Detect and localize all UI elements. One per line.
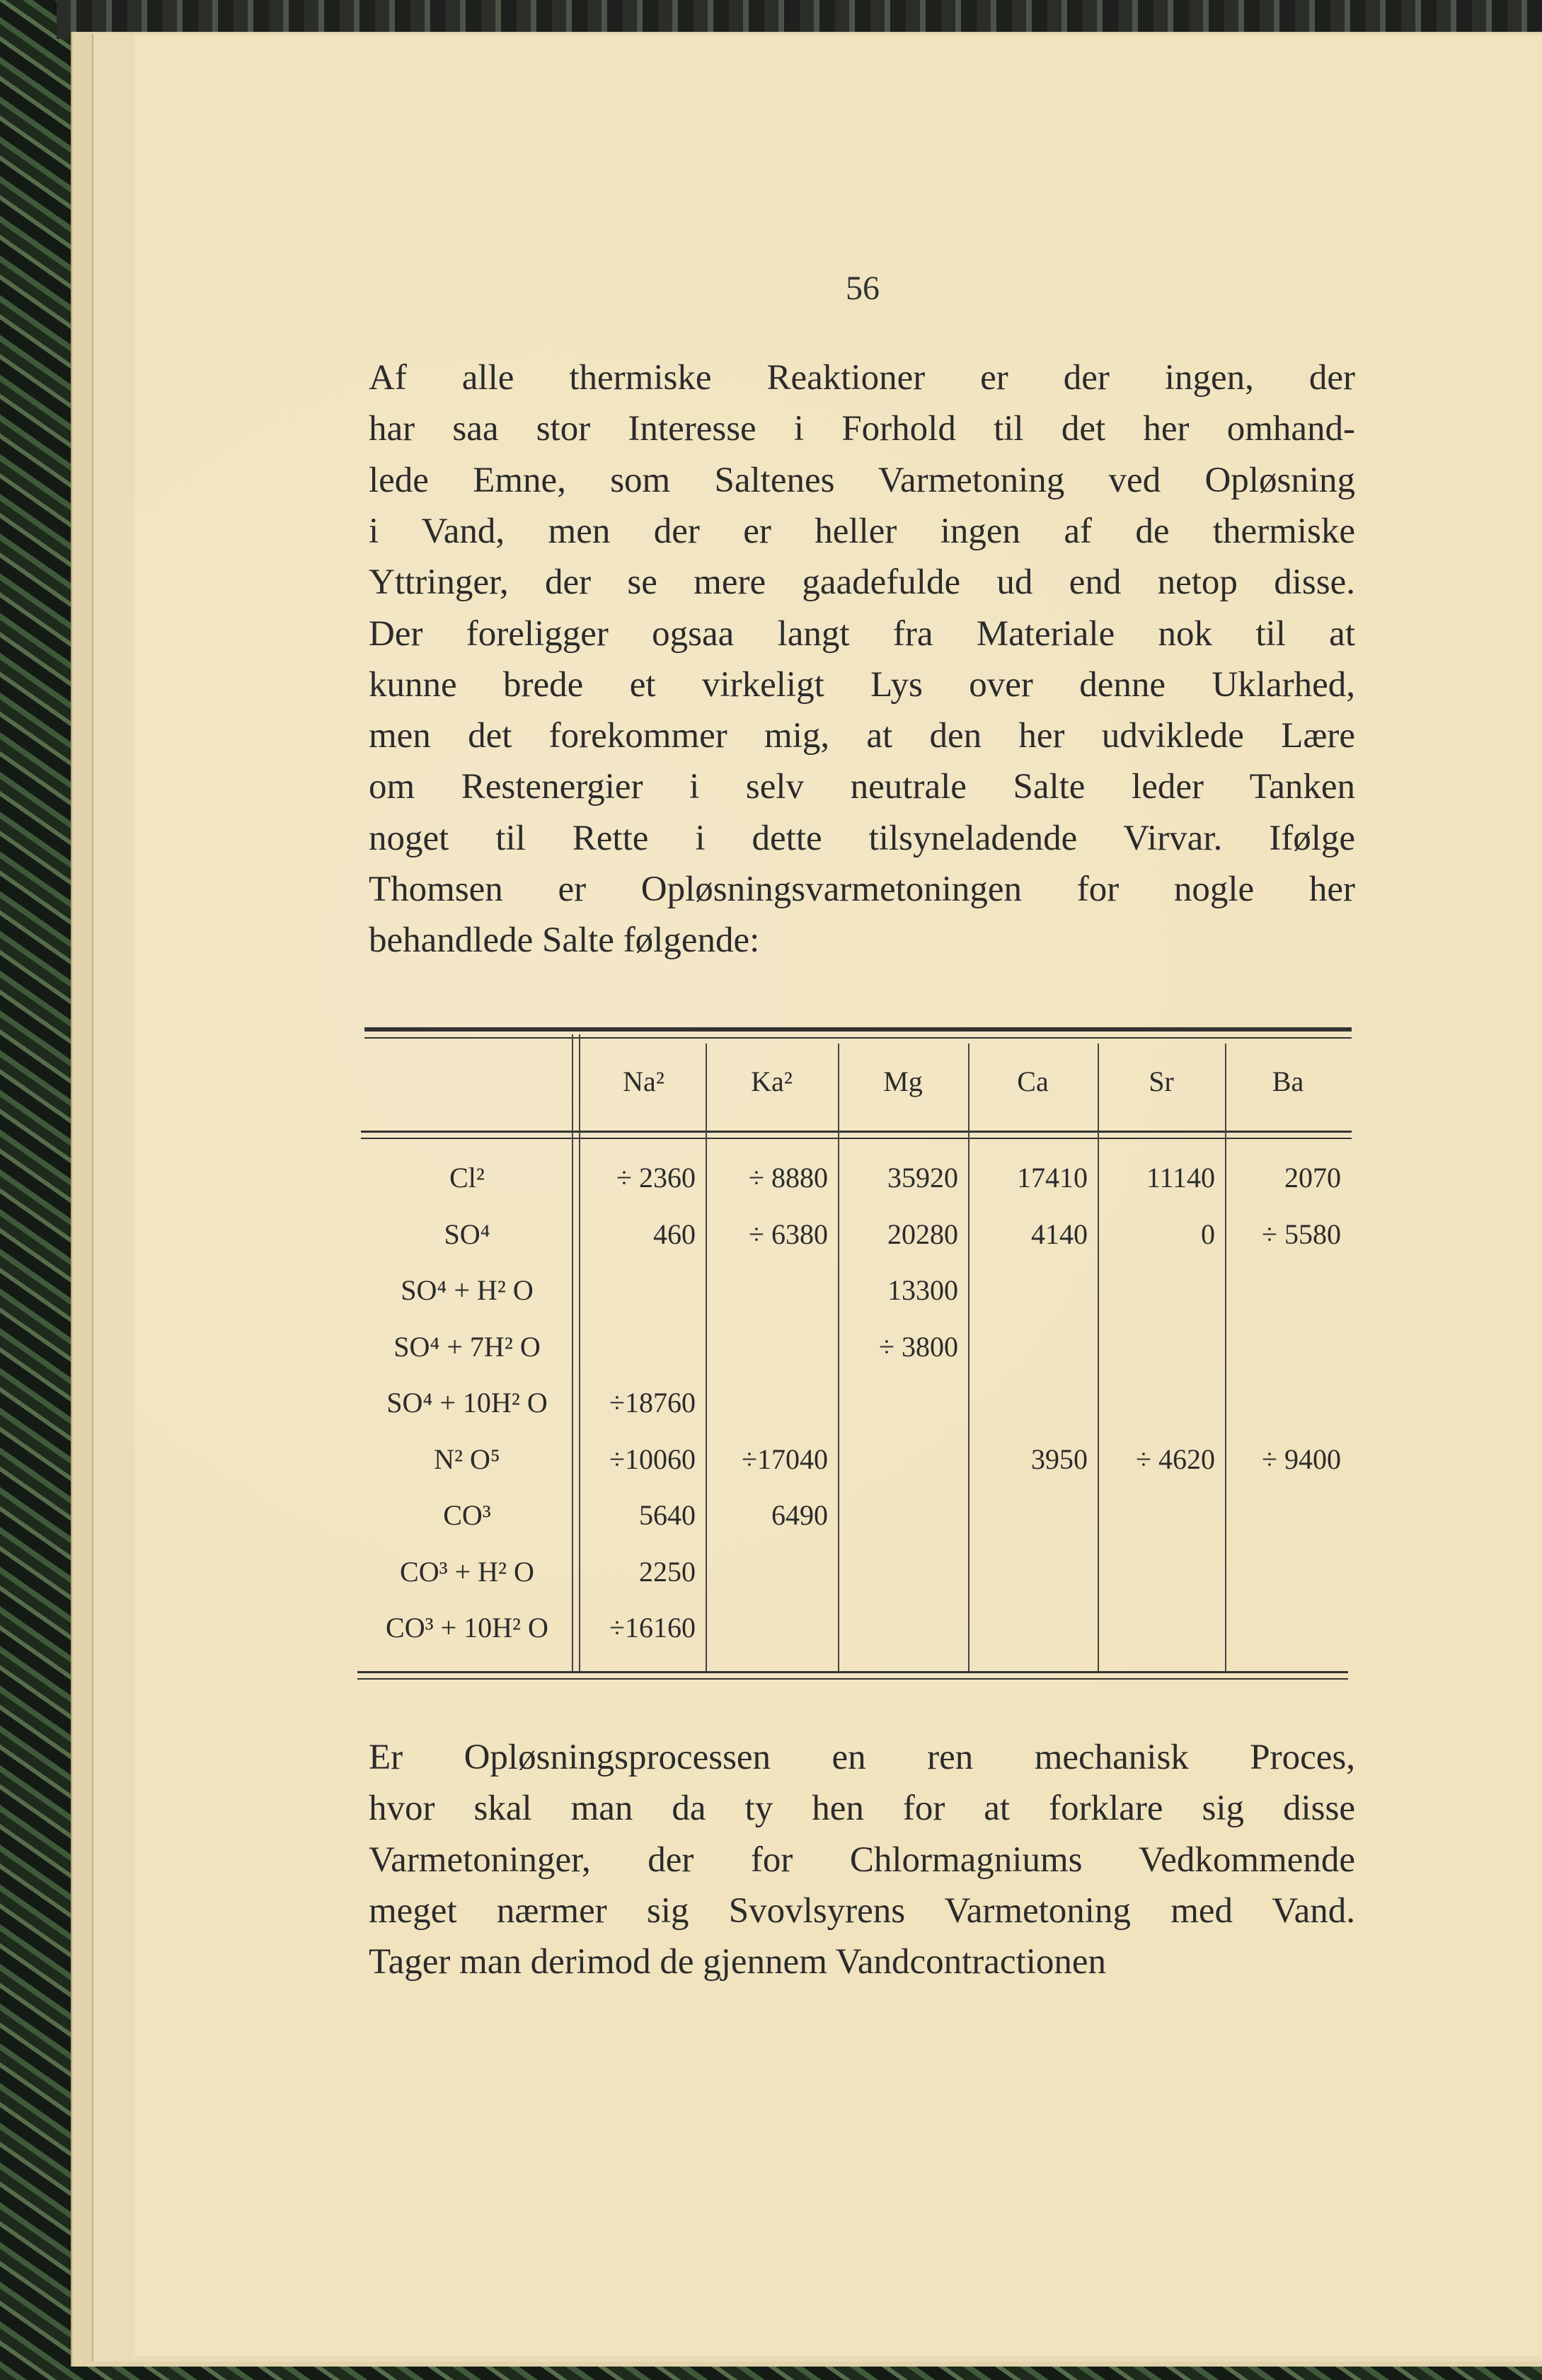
table-cell: ÷ 3800	[879, 1330, 958, 1363]
text-line: om Restenergier i selv neutrale Salte leder Tanken	[369, 767, 1355, 807]
table-cell: ÷ 5580	[1262, 1218, 1341, 1250]
table-cell	[1098, 1544, 1215, 1600]
table-cell	[838, 1487, 958, 1544]
table-cell	[968, 1487, 1088, 1544]
table-cell	[1098, 1600, 1215, 1656]
table-cell	[706, 1262, 828, 1319]
text-line: behandlede Salte følgende:	[369, 920, 760, 961]
column-divider	[579, 1034, 580, 1671]
table-cell: 0	[1201, 1218, 1215, 1250]
text-line: Varmetoninger, der for Chlormagniums Vedkommende	[369, 1839, 1355, 1880]
table-cell: ÷ 8880	[749, 1162, 828, 1194]
table-cell	[968, 1544, 1088, 1600]
table-cell	[1225, 1375, 1341, 1431]
table-cell	[1225, 1262, 1341, 1319]
table-cell	[1098, 1487, 1215, 1544]
text-line: meget nærmer sig Svovlsyrens Varmetoning med Vand.	[369, 1890, 1355, 1931]
row-label: SO⁴ + 10H² O	[386, 1387, 548, 1419]
table-cell: 2070	[1284, 1162, 1341, 1194]
table-cell	[838, 1431, 958, 1488]
text-line: hvor skal man da ty hen for at forklare sig disse	[369, 1789, 1355, 1829]
table-cell	[706, 1544, 828, 1600]
column-header: Na²	[623, 1065, 664, 1097]
table-cell	[1225, 1319, 1341, 1375]
text-line: Er Opløsningsprocessen en ren mechanisk Proces,	[369, 1738, 1355, 1777]
table-cell	[706, 1375, 828, 1431]
table-cell: ÷10060	[609, 1443, 696, 1475]
column-header: Sr	[1149, 1065, 1174, 1097]
table-cell: ÷ 9400	[1262, 1443, 1341, 1475]
text-line: men det forekommer mig, at den her udviklede Lære	[369, 716, 1355, 756]
table-cell: 6490	[771, 1499, 828, 1531]
table-cell: ÷ 6380	[749, 1218, 828, 1250]
table-cell	[1225, 1487, 1341, 1544]
table-cell	[968, 1262, 1088, 1319]
text-line: Der foreligger ogsaa langt fra Materiale nok til at	[369, 613, 1355, 654]
table-cell: 35920	[887, 1162, 958, 1194]
text-line: Af alle thermiske Reaktioner er der ingen, der	[369, 358, 1355, 398]
text-line: Thomsen er Opløsningsvarmetoningen for nogle her	[369, 870, 1355, 909]
header-rule	[361, 1131, 1352, 1133]
table-cell	[706, 1319, 828, 1375]
column-header: Ca	[1017, 1065, 1049, 1097]
row-label: CO³ + H² O	[400, 1555, 534, 1588]
table-top-rule-thin	[364, 1037, 1352, 1039]
column-header: Ka²	[751, 1065, 793, 1097]
table-cell	[706, 1600, 828, 1656]
table-cell: ÷ 4620	[1136, 1443, 1215, 1475]
text-line: har saa stor Interesse i Forhold til det her omhand-	[369, 409, 1355, 449]
text-line: Tager man derimod de gjennem Vandcontractionen	[369, 1942, 1107, 1982]
table-cell	[582, 1319, 696, 1375]
table-cell: 17410	[1017, 1162, 1088, 1194]
page-number: 56	[846, 270, 880, 307]
table-cell	[968, 1600, 1088, 1656]
table-top-rule	[364, 1027, 1352, 1032]
column-header: Mg	[883, 1065, 923, 1097]
table-bottom-rule	[357, 1671, 1348, 1673]
table-cell	[968, 1375, 1088, 1431]
table-bottom-rule-thin	[357, 1678, 1348, 1680]
table-cell: ÷ 2360	[616, 1162, 696, 1194]
row-label: N² O⁵	[434, 1443, 500, 1475]
table-cell	[838, 1375, 958, 1431]
table-cell	[838, 1544, 958, 1600]
table-cell: ÷18760	[609, 1387, 696, 1419]
table-cell: ÷16160	[609, 1612, 696, 1644]
table-cell: 13300	[887, 1274, 958, 1306]
table-cell	[1225, 1600, 1341, 1656]
table-cell	[968, 1319, 1088, 1375]
text-line: lede Emne, som Saltenes Varmetoning ved Opløsning	[369, 460, 1355, 500]
text-line: noget til Rette i dette tilsyneladende Virvar. Ifølge	[369, 818, 1355, 858]
table-cell: 3950	[1031, 1443, 1088, 1475]
row-label: CO³	[443, 1499, 491, 1531]
table-cell: 460	[653, 1218, 696, 1250]
table-cell: 2250	[639, 1555, 696, 1588]
table-cell	[1098, 1375, 1215, 1431]
column-header: Ba	[1272, 1065, 1304, 1097]
row-label: SO⁴ + 7H² O	[393, 1330, 541, 1363]
text-line: i Vand, men der er heller ingen af de thermiske	[369, 511, 1355, 551]
table-cell: 5640	[639, 1499, 696, 1531]
row-label: SO⁴	[444, 1218, 490, 1250]
table-cell	[582, 1262, 696, 1319]
table-cell: 4140	[1031, 1218, 1088, 1250]
table-cell	[838, 1600, 958, 1656]
table-cell: 20280	[887, 1218, 958, 1250]
text-line: kunne brede et virkeligt Lys over denne Uklarhed,	[369, 664, 1355, 705]
table-cell	[1098, 1262, 1215, 1319]
row-label: CO³ + 10H² O	[386, 1612, 548, 1644]
table-cell	[1225, 1544, 1341, 1600]
table-cell	[1098, 1319, 1215, 1375]
table-cell: 11140	[1146, 1162, 1215, 1194]
table-cell: ÷17040	[742, 1443, 828, 1475]
row-label: SO⁴ + H² O	[401, 1274, 534, 1306]
row-label: Cl²	[449, 1162, 485, 1194]
text-line: Yttringer, der se mere gaadefulde ud end netop disse.	[369, 562, 1355, 603]
header-rule-thin	[361, 1138, 1352, 1139]
